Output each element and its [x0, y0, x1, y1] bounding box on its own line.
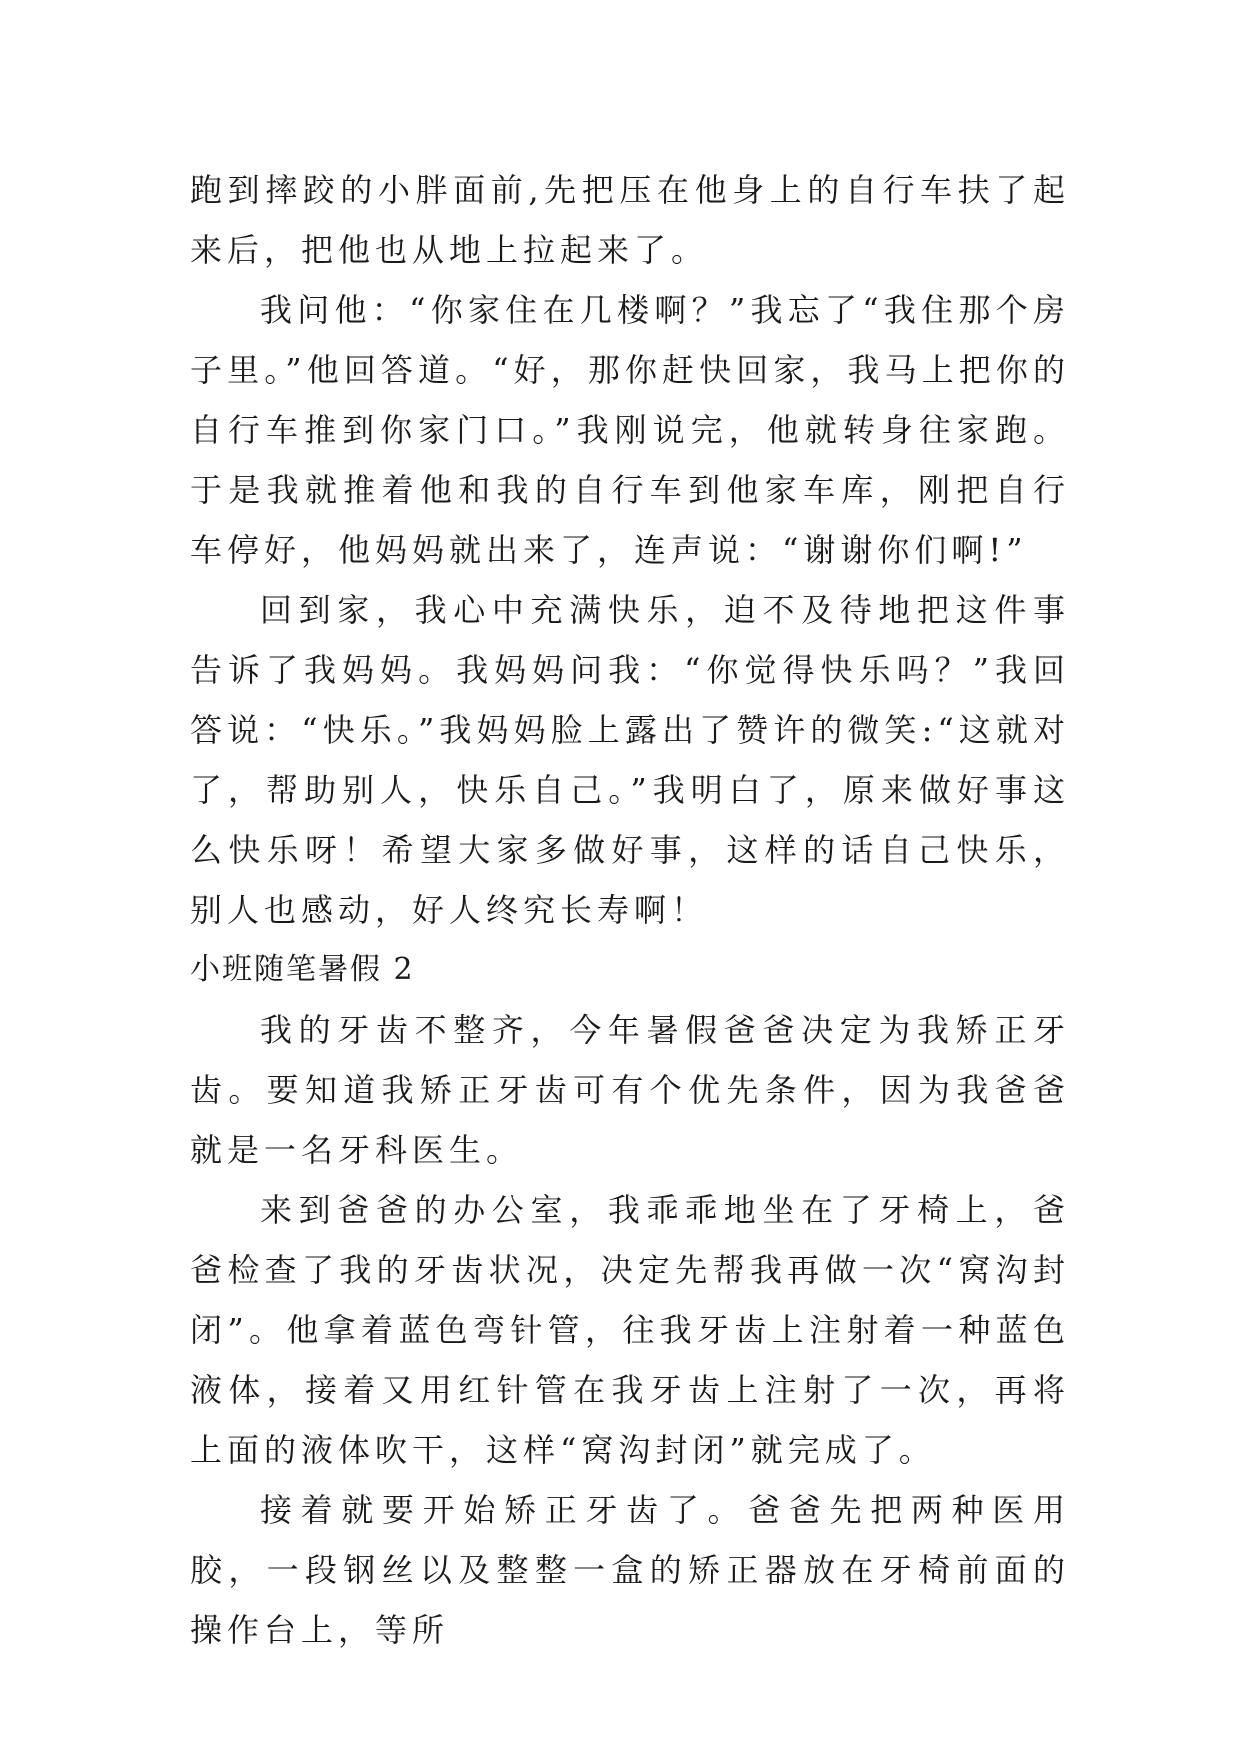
- paragraph: 跑到摔跤的小胖面前,先把压在他身上的自行车扶了起来后，把他也从地上拉起来了。: [190, 171, 1070, 269]
- document-page: [190, 160, 1070, 1660]
- section-heading: 小班随笔暑假 2: [190, 952, 415, 987]
- paragraph: 来到爸爸的办公室，我乖乖地坐在了牙椅上，爸爸检查了我的牙齿状况，决定先帮我再做一次“窝沟封闭”。他拿着蓝色弯针管，往我牙齿上注射着一种蓝色液体，接着又用红针管在我牙齿上注射了一次，再将上面的液体吹干，这样“窝沟封闭”就完成了。: [190, 1191, 1070, 1469]
- paragraph: 回到家，我心中充满快乐，迫不及待地把这件事告诉了我妈妈。我妈妈问我：“你觉得快乐吗？”我回答说：“快乐。”我妈妈脸上露出了赞许的微笑:“这就对了，帮助别人，快乐自己。”我明白了，原来做好事这么快乐呀！希望大家多做好事，这样的话自己快乐，别人也感动，好人终究长寿啊！: [190, 591, 1070, 929]
- paragraph: 接着就要开始矫正牙齿了。爸爸先把两种医用胶，一段钢丝以及整整一盒的矫正器放在牙椅前面的操作台上，等所: [190, 1491, 1070, 1649]
- paragraph: 我问他：“你家住在几楼啊？”我忘了“我住那个房子里。”他回答道。“好，那你赶快回家，我马上把你的自行车推到你家门口。”我刚说完，他就转身往家跑。于是我就推着他和我的自行车到他家车库，刚把自行车停好，他妈妈就出来了，连声说：“谢谢你们啊!”: [190, 291, 1070, 569]
- paragraph: 我的牙齿不整齐，今年暑假爸爸决定为我矫正牙齿。要知道我矫正牙齿可有个优先条件，因为我爸爸就是一名牙科医生。: [190, 1011, 1070, 1169]
